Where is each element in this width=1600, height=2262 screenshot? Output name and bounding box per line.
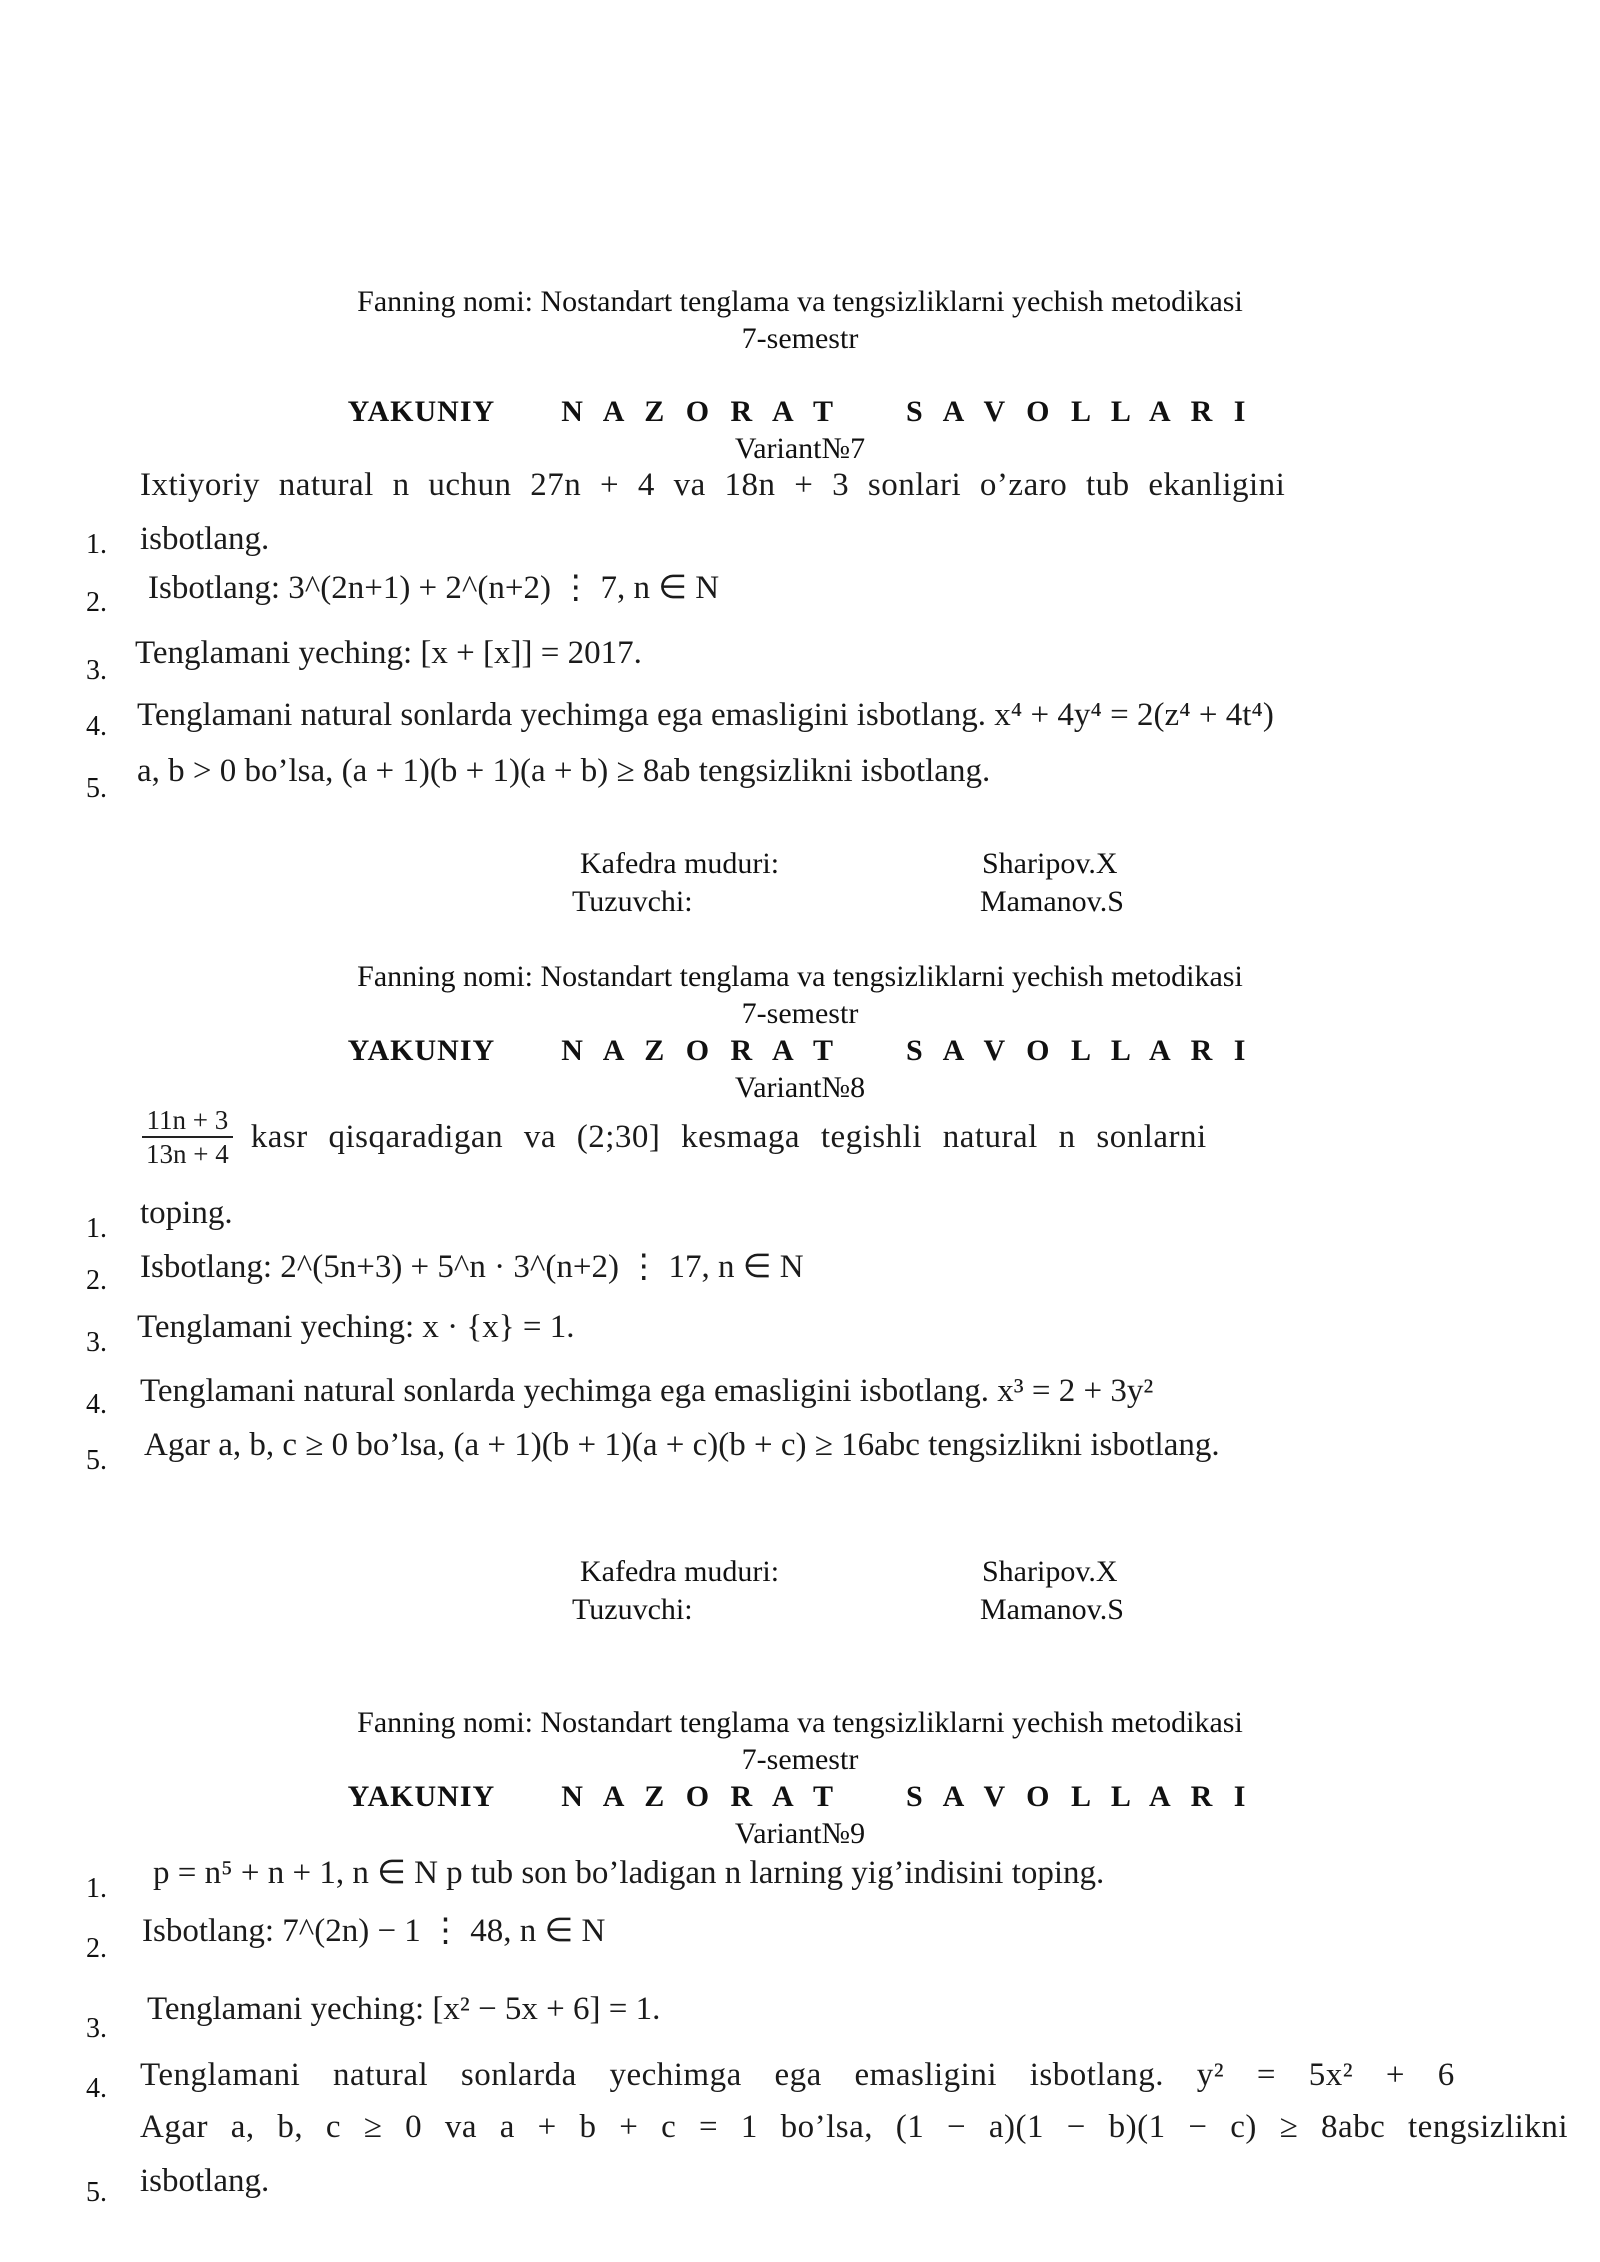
question-number: 1.: [86, 1873, 107, 1904]
compiler-label: Tuzuvchi:: [572, 1593, 693, 1626]
question-number: 1.: [86, 1213, 107, 1244]
question-number: 5.: [86, 773, 107, 804]
question-4: Tenglamani natural sonlarda yechimga ega emasligini isbotlang. y² = 5x² + 6: [140, 2057, 1455, 2093]
question-number: 2.: [86, 1265, 107, 1296]
question-number: 1.: [86, 529, 107, 560]
question-number: 2.: [86, 1933, 107, 1964]
question-number: 3.: [86, 655, 107, 686]
heading-word-savollari: S A V O L L A R I: [906, 395, 1253, 428]
question-1: p = n⁵ + n + 1, n ∈ N p tub son bo’ladigan n larning yig’indisini toping.: [153, 1855, 1105, 1891]
variant-number: Variant№8: [734, 1071, 866, 1104]
heading-word-nazorat: N A Z O R A T: [561, 395, 841, 428]
exam-heading: [0, 1032, 1600, 1069]
semester: 7-semestr: [741, 997, 859, 1030]
question-number: 2.: [86, 587, 107, 618]
question-number: 4.: [86, 1389, 107, 1420]
exam-heading: [0, 1778, 1600, 1815]
fraction-numerator: 11n + 3: [142, 1104, 233, 1138]
question-1-line-2: toping.: [140, 1195, 233, 1231]
question-1-line-1-wrapper: [142, 1104, 1207, 1170]
heading-word-nazorat: N A Z O R A T: [561, 1034, 841, 1067]
heading-word-yakuniy: YAKUNIY: [347, 1034, 496, 1067]
question-2: Isbotlang: 3^(2n+1) + 2^(n+2) ⋮ 7, n ∈ N: [148, 570, 720, 606]
question-3: Tenglamani yeching: [x + [x]] = 2017.: [135, 635, 642, 671]
department-head-name: Sharipov.X: [982, 1555, 1118, 1588]
question-number: 5.: [86, 2177, 107, 2208]
department-head-label: Kafedra muduri:: [580, 847, 780, 880]
heading-word-yakuniy: YAKUNIY: [347, 395, 496, 428]
question-number: 4.: [86, 711, 107, 742]
question-3: Tenglamani yeching: [x² − 5x + 6] = 1.: [147, 1991, 661, 2027]
question-1-line-1: kasr qisqaradigan va (2;30] kesmaga tegishli natural n sonlarni: [250, 1119, 1207, 1155]
variant-number: Variant№9: [734, 1817, 866, 1850]
heading-word-nazorat: N A Z O R A T: [561, 1780, 841, 1813]
question-5-line-1: Agar a, b, c ≥ 0 va a + b + c = 1 bo’lsa, (1 − a)(1 − b)(1 − c) ≥ 8abc tengsizlikni: [140, 2109, 1568, 2145]
question-5-line-2: isbotlang.: [140, 2163, 270, 2199]
question-3: Tenglamani yeching: x · {x} = 1.: [137, 1309, 575, 1345]
course-name: Fanning nomi: Nostandart tenglama va tengsizliklarni yechish metodikasi: [357, 1706, 1243, 1739]
semester: 7-semestr: [741, 322, 859, 355]
compiler-name: Mamanov.S: [980, 885, 1124, 918]
course-name: Fanning nomi: Nostandart tenglama va tengsizliklarni yechish metodikasi: [357, 285, 1243, 318]
heading-word-yakuniy: YAKUNIY: [347, 1780, 496, 1813]
question-5: Agar a, b, c ≥ 0 bo’lsa, (a + 1)(b + 1)(a + c)(b + c) ≥ 16abc tengsizlikni isbotlang.: [144, 1427, 1220, 1463]
exam-heading: [0, 393, 1600, 430]
compiler-name: Mamanov.S: [980, 1593, 1124, 1626]
question-number: 3.: [86, 2013, 107, 2044]
question-number: 4.: [86, 2073, 107, 2104]
question-2: Isbotlang: 7^(2n) − 1 ⋮ 48, n ∈ N: [142, 1913, 606, 1949]
variant-number: Variant№7: [734, 432, 866, 465]
department-head-label: Kafedra muduri:: [580, 1555, 780, 1588]
department-head-name: Sharipov.X: [982, 847, 1118, 880]
question-5: a, b > 0 bo’lsa, (a + 1)(b + 1)(a + b) ≥ 8ab tengsizlikni isbotlang.: [137, 753, 991, 789]
question-number: 3.: [86, 1327, 107, 1358]
question-number: 5.: [86, 1445, 107, 1476]
course-name: Fanning nomi: Nostandart tenglama va tengsizliklarni yechish metodikasi: [357, 960, 1243, 993]
semester: 7-semestr: [741, 1743, 859, 1776]
heading-word-savollari: S A V O L L A R I: [906, 1034, 1253, 1067]
compiler-label: Tuzuvchi:: [572, 885, 693, 918]
question-4: Tenglamani natural sonlarda yechimga ega emasligini isbotlang. x³ = 2 + 3y²: [140, 1373, 1154, 1409]
fraction-denominator: 13n + 4: [146, 1139, 229, 1169]
heading-word-savollari: S A V O L L A R I: [906, 1780, 1253, 1813]
question-1-line-1: Ixtiyoriy natural n uchun 27n + 4 va 18n + 3 sonlari o’zaro tub ekanligini: [140, 467, 1286, 503]
question-1-line-2: isbotlang.: [140, 521, 270, 557]
fraction: [142, 1104, 233, 1170]
question-2: Isbotlang: 2^(5n+3) + 5^n · 3^(n+2) ⋮ 17, n ∈ N: [140, 1249, 804, 1285]
question-4: Tenglamani natural sonlarda yechimga ega emasligini isbotlang. x⁴ + 4y⁴ = 2(z⁴ + 4t⁴): [137, 697, 1274, 733]
